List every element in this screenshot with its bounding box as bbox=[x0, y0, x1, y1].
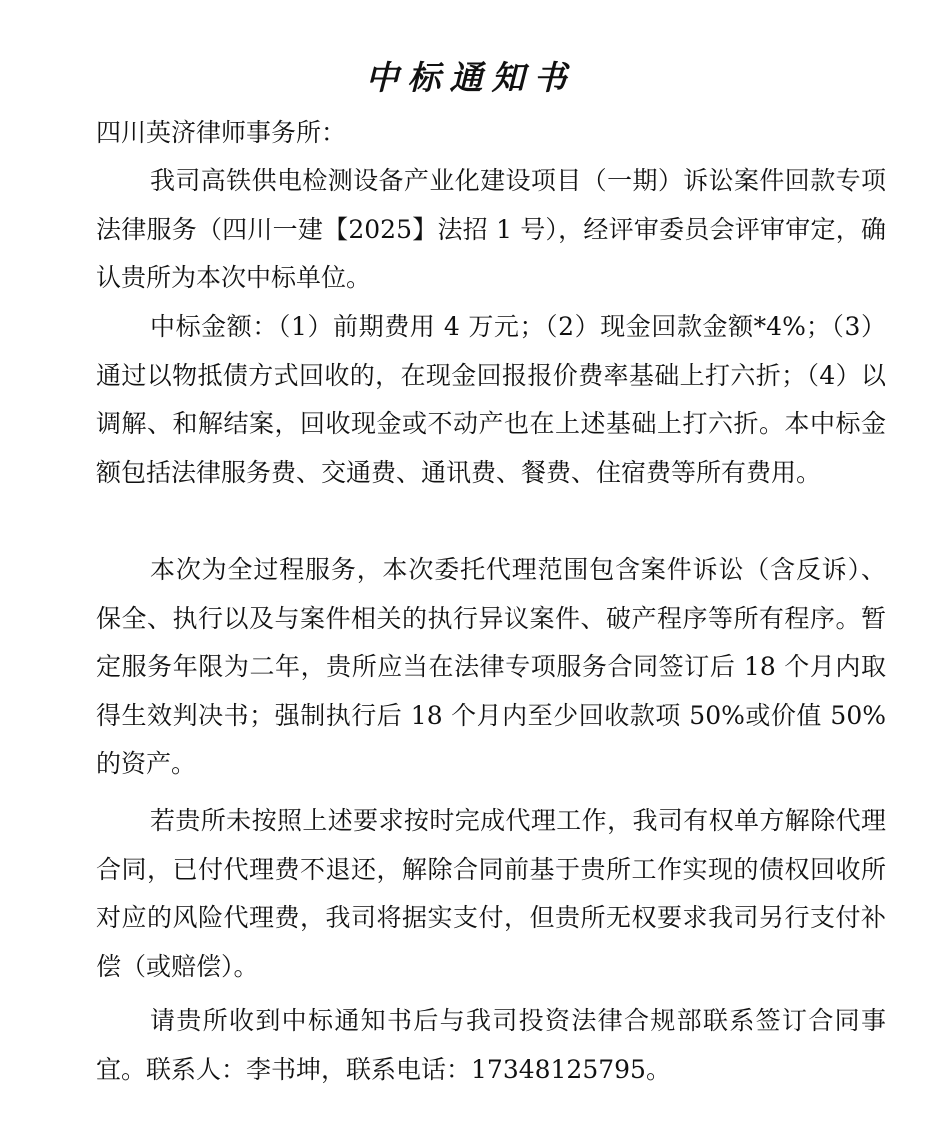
paragraph-project-award: 我司高铁供电检测设备产业化建设项目（一期）诉讼案件回款专项法律服务（四川一建【2025】法招 1 号），经评审委员会评审审定，确认贵所为本次中标单位。 bbox=[96, 166, 886, 292]
paragraph-award-amount: 中标金额：（1）前期费用 4 万元；（2）现金回款金额*4%；（3）通过以物抵债方式回收的，在现金回报报价费率基础上打六折；（4）以调解、和解结案，回收现金或不动产也在上述基础上打六折。本中标金额包括法律服务费、交通费、通讯费、餐费、住宿费等所有费用。 bbox=[96, 312, 886, 487]
document-title: 中标通知书 bbox=[365, 58, 576, 97]
paragraph-contact-info: 请贵所收到中标通知书后与我司投资法律合规部联系签订合同事宜。联系人：李书坤，联系电话：17348125795。 bbox=[96, 1006, 886, 1084]
paragraph-service-scope: 本次为全过程服务，本次委托代理范围包含案件诉讼（含反诉）、 保全、执行以及与案件相关的执行异议案件、破产程序等所有程序。暂定服务年限为二年，贵所应当在法律专项服务合同签订后 18 个月内取得生效判决书；强制执行后 18 个月内至少回收款项 50%或价值 50%的资产。 bbox=[96, 555, 886, 778]
paragraph-termination-terms: 若贵所未按照上述要求按时完成代理工作，我司有权单方解除代理合同，已付代理费不退还，解除合同前基于贵所工作实现的债权回收所对应的风险代理费，我司将据实支付，但贵所无权要求我司另行支付补偿（或赔偿）。 bbox=[96, 806, 886, 981]
addressee: 四川英济律师事务所： bbox=[96, 118, 347, 147]
